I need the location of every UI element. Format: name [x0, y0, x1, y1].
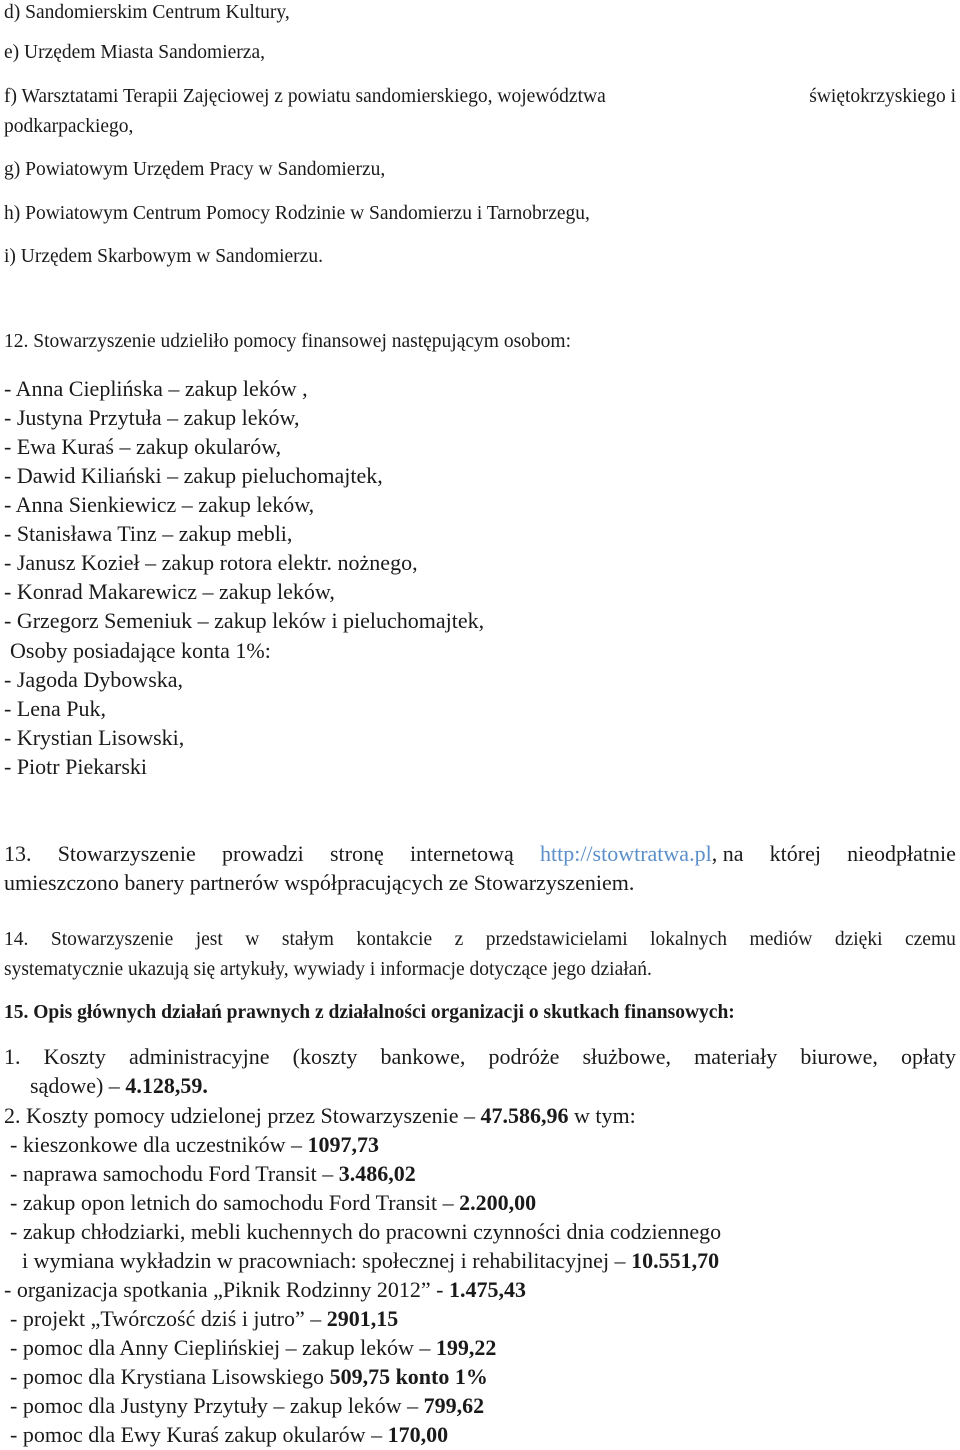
word: 14. [4, 929, 29, 950]
word: opłaty [901, 1044, 956, 1069]
institution-f: f) Warsztatami Terapii Zajęciowej z powiatu sandomierskiego, województwa [4, 86, 606, 107]
cost-item-1-line2 [30, 1075, 208, 1097]
word: Stowarzyszenie [50, 929, 174, 950]
section-13-line1 [4, 843, 956, 865]
institution-g: g) Powiatowym Urzędem Pracy w Sandomierzu, [4, 159, 386, 180]
word: nieodpłatnie [847, 841, 956, 866]
word: prowadzi [221, 841, 304, 866]
account-holder: - Krystian Lisowski, [4, 725, 185, 750]
cost-amount: 170,00 [387, 1422, 449, 1447]
cost-amount: 4.128,59. [125, 1073, 208, 1098]
cost-text: - projekt „Twórczość dziś i jutro” – [10, 1306, 327, 1331]
cost-amount: 199,22 [435, 1335, 497, 1360]
word: kontakcie [356, 929, 433, 950]
section-13-line2: umieszczono banery partnerów współpracujących ze Stowarzyszeniem. [4, 870, 635, 895]
word: (koszty [292, 1044, 358, 1069]
account-holder: - Lena Puk, [4, 696, 107, 721]
cost-amount: 10.551,70 [631, 1248, 720, 1273]
section-14-line2: systematycznie ukazują się artykuły, wywiady i informacje dotyczące jego działań. [4, 959, 652, 980]
word: czemu [904, 929, 956, 950]
cost-item-1-line1 [4, 1046, 956, 1068]
section-12-heading: 12. Stowarzyszenie udzieliło pomocy finansowej następującym osobom: [4, 331, 571, 352]
word: w [245, 929, 260, 950]
cost-line-fridge-cont [22, 1250, 719, 1272]
cost-line-aid [10, 1366, 488, 1388]
cost-text: i wymiana wykładzin w pracowniach: społecznej i rehabilitacyjnej – [22, 1248, 632, 1273]
recipient-item: - Ewa Kuraś – zakup okularów, [4, 434, 282, 459]
cost-text: 2. Koszty pomocy udzielonej przez Stowarzyszenie – [4, 1103, 481, 1128]
word: internetową [409, 841, 514, 866]
cost-text: - kieszonkowe dla uczestników – [10, 1132, 308, 1157]
recipient-item: - Dawid Kiliański – zakup pieluchomajtek, [4, 463, 383, 488]
institution-f-cont: podkarpackiego, [4, 116, 134, 137]
institution-i: i) Urzędem Skarbowym w Sandomierzu. [4, 246, 323, 267]
institution-h: h) Powiatowym Centrum Pomocy Rodzinie w Sandomierzu i Tarnobrzegu, [4, 203, 590, 224]
recipient-item: - Konrad Makarewicz – zakup leków, [4, 579, 335, 604]
cost-amount: 509,75 konto 1% [329, 1364, 488, 1389]
cost-line-project [10, 1308, 398, 1330]
cost-text: sądowe) – [30, 1073, 126, 1098]
institution-d: d) Sandomierskim Centrum Kultury, [4, 2, 290, 23]
word: stronę [329, 841, 384, 866]
cost-text: - pomoc dla Justyny Przytuły – zakup leków – [10, 1393, 424, 1418]
word: Koszty [43, 1044, 106, 1069]
account-holder: - Piotr Piekarski [4, 754, 147, 779]
cost-suffix: w tym: [568, 1103, 636, 1128]
cost-line [10, 1134, 379, 1156]
cost-amount: 1097,73 [307, 1132, 380, 1157]
cost-text: - organizacja spotkania „Piknik Rodzinny 2012” - [4, 1277, 449, 1302]
cost-item-2 [4, 1105, 636, 1127]
word: , na [711, 841, 744, 866]
cost-amount: 3.486,02 [338, 1161, 416, 1186]
word: przedstawicielami [485, 929, 628, 950]
cost-line [10, 1163, 416, 1185]
word: 13. [4, 841, 32, 866]
website-link[interactable]: http://stowtratwa.pl [539, 841, 712, 866]
cost-amount: 1.475,43 [448, 1277, 526, 1302]
cost-text: - naprawa samochodu Ford Transit – [10, 1161, 339, 1186]
cost-amount: 2.200,00 [459, 1190, 537, 1215]
word: mediów [749, 929, 813, 950]
cost-amount: 799,62 [423, 1393, 485, 1418]
recipient-item: - Stanisława Tinz – zakup mebli, [4, 521, 293, 546]
cost-line-aid [10, 1395, 484, 1417]
word: dzięki [834, 929, 883, 950]
word: z [454, 929, 464, 950]
word: Stowarzyszenie [57, 841, 196, 866]
cost-text: - pomoc dla Krystiana Lisowskiego [10, 1364, 330, 1389]
recipient-item: - Grzegorz Semeniuk – zakup leków i pieluchomajtek, [4, 608, 485, 633]
cost-text: - zakup opon letnich do samochodu Ford Transit – [10, 1190, 460, 1215]
section-15-heading: 15. Opis głównych działań prawnych z działalności organizacji o skutkach finansowych: [4, 1002, 735, 1023]
word: podróże [488, 1044, 560, 1069]
cost-text: - pomoc dla Anny Cieplińskiej – zakup leków – [10, 1335, 436, 1360]
recipient-item: - Anna Sienkiewicz – zakup leków, [4, 492, 315, 517]
cost-text: - pomoc dla Ewy Kuraś zakup okularów – [10, 1422, 388, 1447]
word: lokalnych [650, 929, 728, 950]
recipient-item: - Janusz Kozieł – zakup rotora elektr. nożnego, [4, 550, 418, 575]
recipient-item: - Anna Cieplińska – zakup leków , [4, 376, 308, 401]
institution-e: e) Urzędem Miasta Sandomierza, [4, 42, 265, 63]
cost-line-fridge: - zakup chłodziarki, mebli kuchennych do pracowni czynności dnia codziennego [10, 1219, 722, 1244]
word: materiały [694, 1044, 778, 1069]
cost-amount: 47.586,96 [480, 1103, 569, 1128]
word: stałym [281, 929, 334, 950]
recipient-item: - Justyna Przytuła – zakup leków, [4, 405, 300, 430]
cost-line-aid [10, 1424, 448, 1446]
word: bankowe, [380, 1044, 466, 1069]
cost-line-aid [10, 1337, 496, 1359]
section-14-line1 [4, 930, 956, 950]
word: której [769, 841, 821, 866]
word: biurowe, [800, 1044, 878, 1069]
cost-line-picnic [4, 1279, 526, 1301]
word: służbowe, [582, 1044, 672, 1069]
word: 1. [4, 1044, 21, 1069]
accounts-label: Osoby posiadające konta 1%: [10, 638, 271, 663]
word: administracyjne [129, 1044, 270, 1069]
cost-line [10, 1192, 536, 1214]
institution-f-right: świętokrzyskiego i [809, 86, 956, 107]
word: jest [195, 929, 223, 950]
account-holder: - Jagoda Dybowska, [4, 667, 184, 692]
cost-amount: 2901,15 [326, 1306, 399, 1331]
